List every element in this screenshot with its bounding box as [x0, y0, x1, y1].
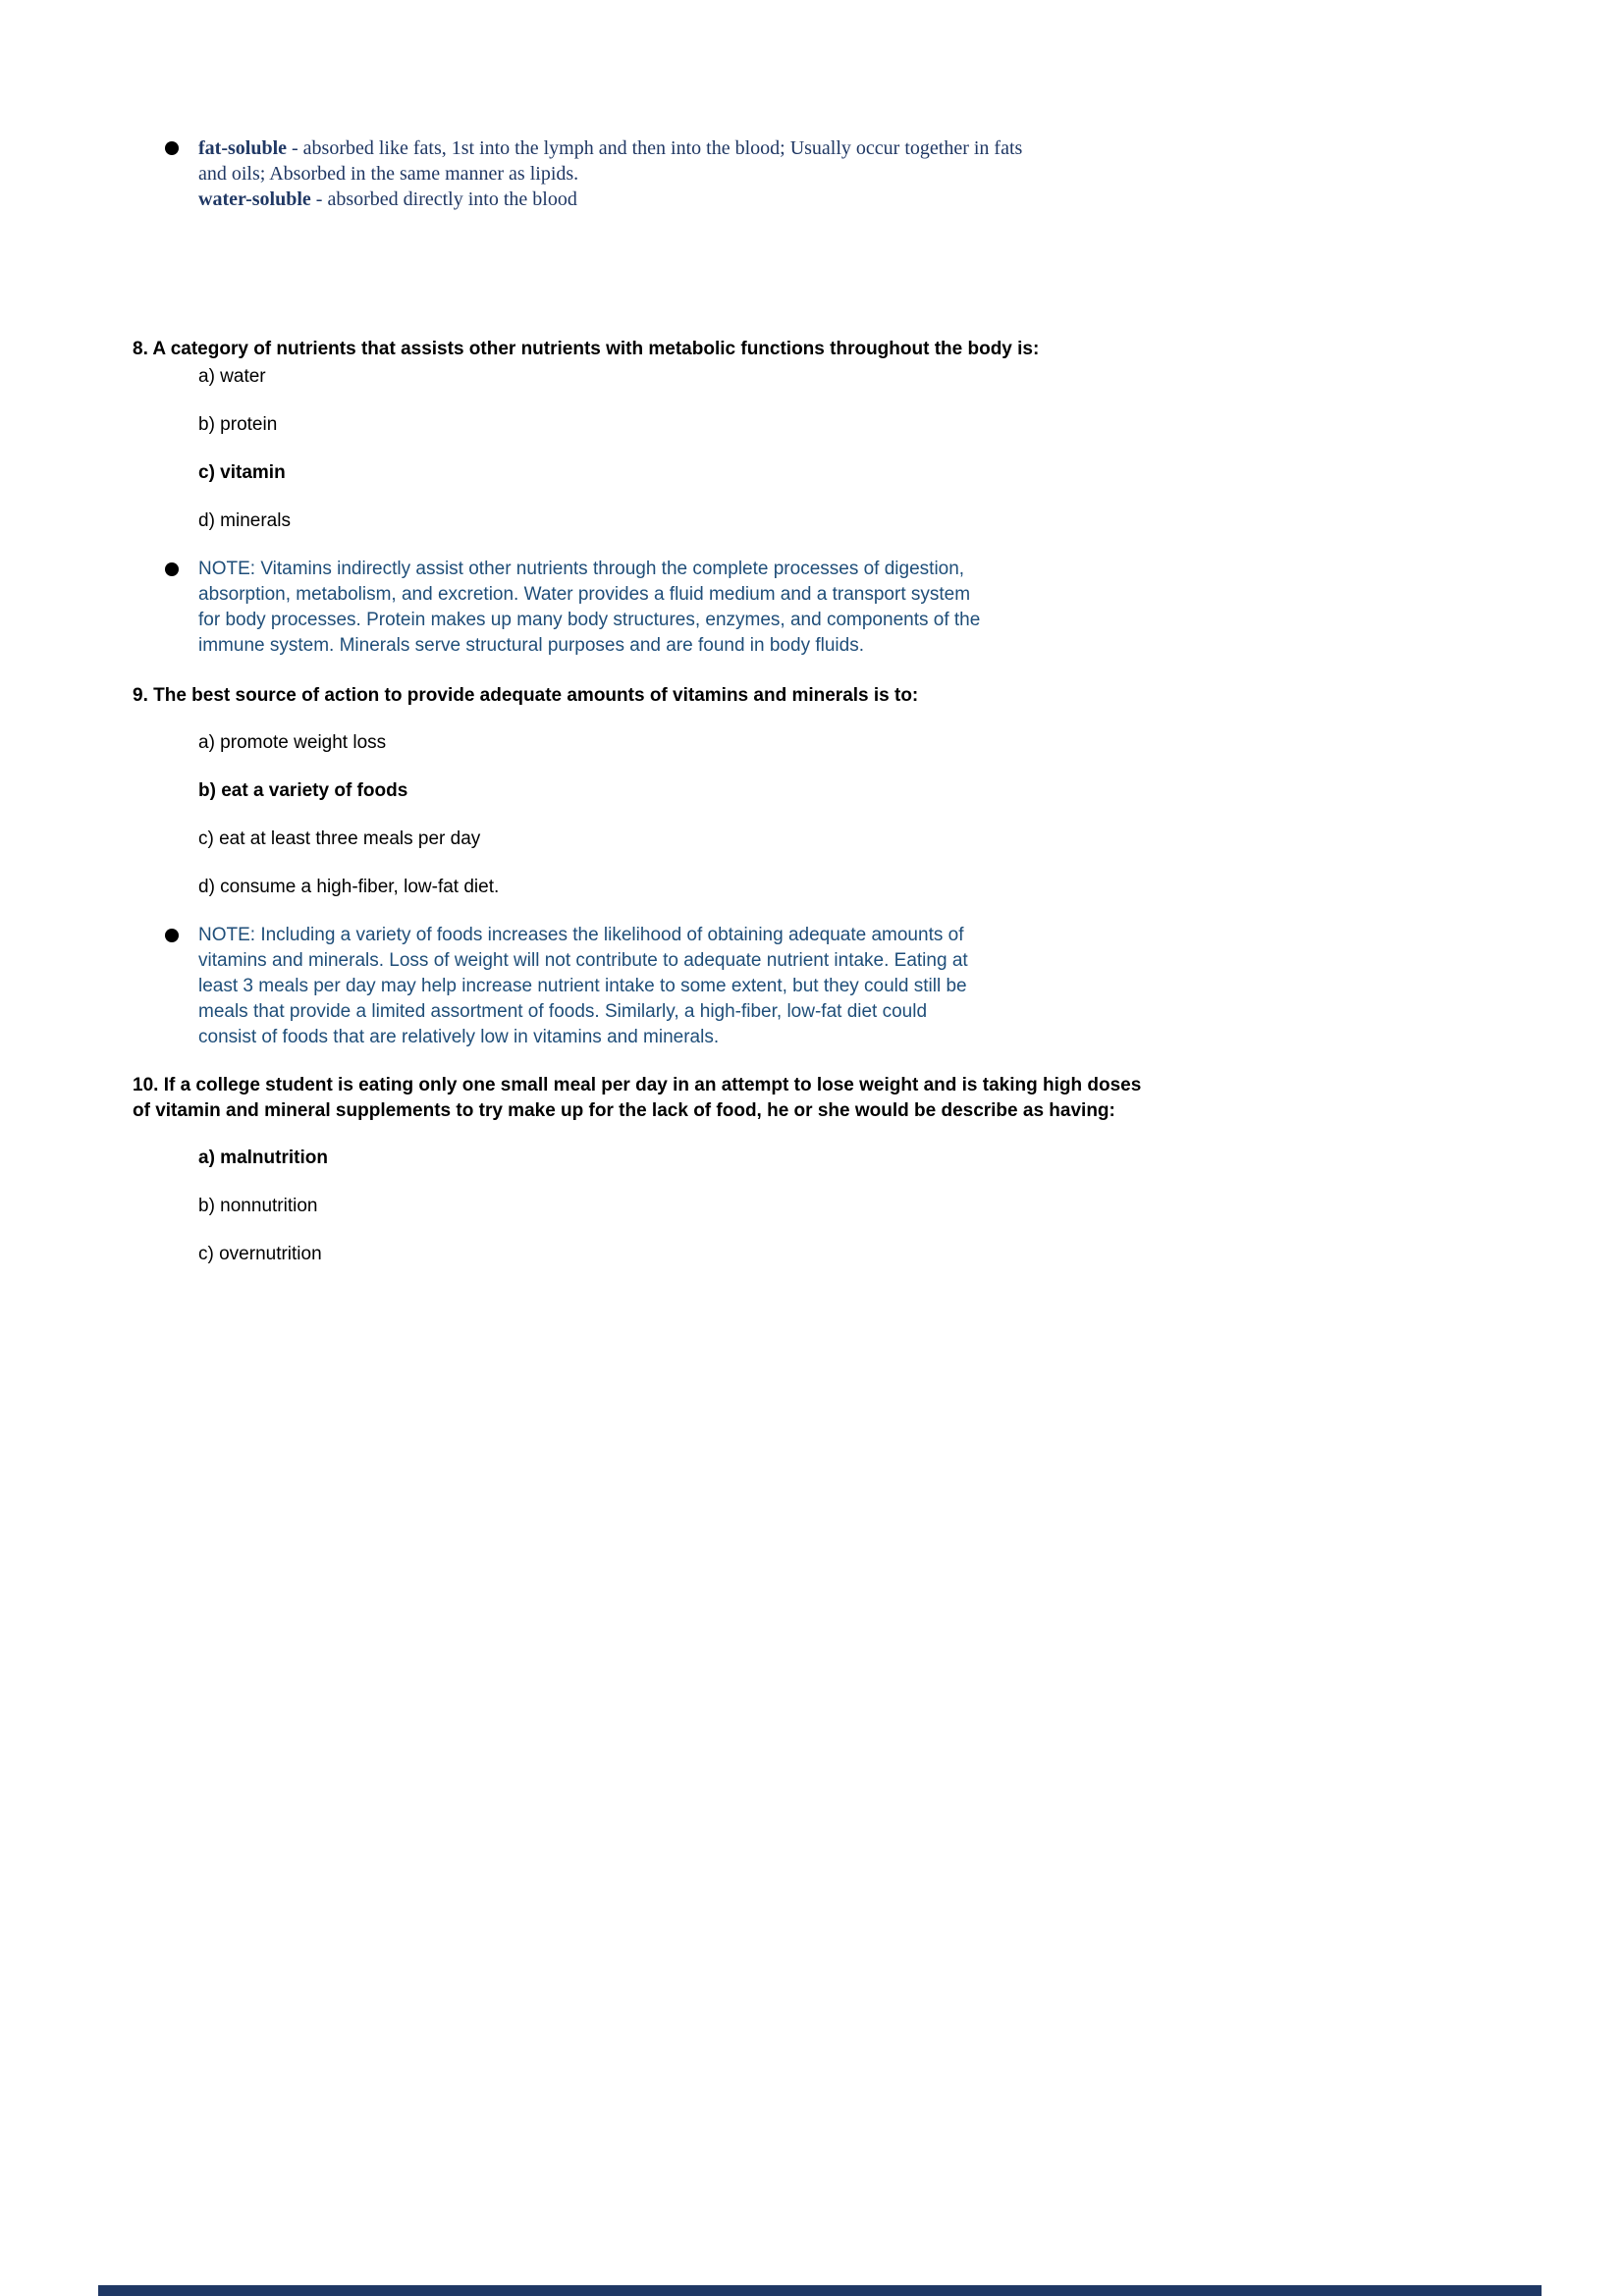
intro-line-fat-soluble [198, 135, 1023, 187]
intro-desc-water-soluble: - absorbed directly into the blood [310, 188, 577, 210]
question-8-heading: 8. A category of nutrients that assists other nutrients with metabolic functions throughout the body is: [133, 339, 1040, 359]
question-9-option-a: a) promote weight loss [198, 732, 387, 753]
question-9-note [133, 923, 1624, 1050]
bullet-icon [165, 929, 179, 942]
question-8-note-text: NOTE: Vitamins indirectly assist other nutrients through the complete processes of digestion, absorption, metabolism, and excretion. Water provides a fluid medium and a transport system for body processes. Protein makes up many body structures, enzymes, and components of the immune system. Minerals serve structural purposes and are found in body fluids. [198, 559, 981, 656]
question-9-option-c: c) eat at least three meals per day [198, 828, 481, 849]
question-8-options [198, 364, 1624, 534]
intro-term-water-soluble: water-soluble [198, 188, 311, 210]
question-9-options [198, 730, 1624, 900]
question-8-option-c-answer: c) vitamin [198, 462, 286, 483]
intro-desc-fat-soluble: - absorbed like fats, 1st into the lymph and then into the blood; Usually occur together in fats and oils; Absorbed in the same manner as lipids. [198, 137, 1023, 185]
intro-term-fat-soluble: fat-soluble [198, 137, 287, 159]
question-9-heading: 9. The best source of action to provide adequate amounts of vitamins and minerals is to: [133, 685, 919, 706]
intro-bullet-item [133, 135, 1624, 212]
question-10-option-b: b) nonnutrition [198, 1196, 318, 1216]
question-9-option-b-answer: b) eat a variety of foods [198, 780, 408, 801]
question-9-note-text: NOTE: Including a variety of foods increases the likelihood of obtaining adequate amounts of vitamins and minerals. Loss of weight will not contribute to adequate nutrient intake. Eating at least 3 meals per day may help increase nutrient intake to some extent, but they could still be meals that provide a limited assortment of foods. Similarly, a high-fiber, low-fat diet could consist of foods that are relatively low in vitamins and minerals. [198, 925, 968, 1047]
question-10-option-c: c) overnutrition [198, 1244, 322, 1264]
question-10-heading: 10. If a college student is eating only one small meal per day in an attempt to lose weight and is taking high doses of vitamin and mineral supplements to try make up for the lack of food, he or she would be describe as having: [133, 1075, 1142, 1121]
question-8-option-b: b) protein [198, 414, 278, 435]
question-9-option-d: d) consume a high-fiber, low-fat diet. [198, 877, 500, 897]
intro-text-block [198, 135, 1023, 212]
question-8-note [133, 557, 1624, 659]
question-8-option-d: d) minerals [198, 510, 291, 531]
bullet-icon [165, 562, 179, 576]
bullet-icon [165, 141, 179, 155]
question-10-option-a-answer: a) malnutrition [198, 1148, 328, 1168]
intro-line-water-soluble [198, 187, 1023, 212]
question-10-options [198, 1146, 1624, 1267]
bottom-page-bar [98, 2285, 1542, 2296]
question-8-option-a: a) water [198, 366, 266, 387]
